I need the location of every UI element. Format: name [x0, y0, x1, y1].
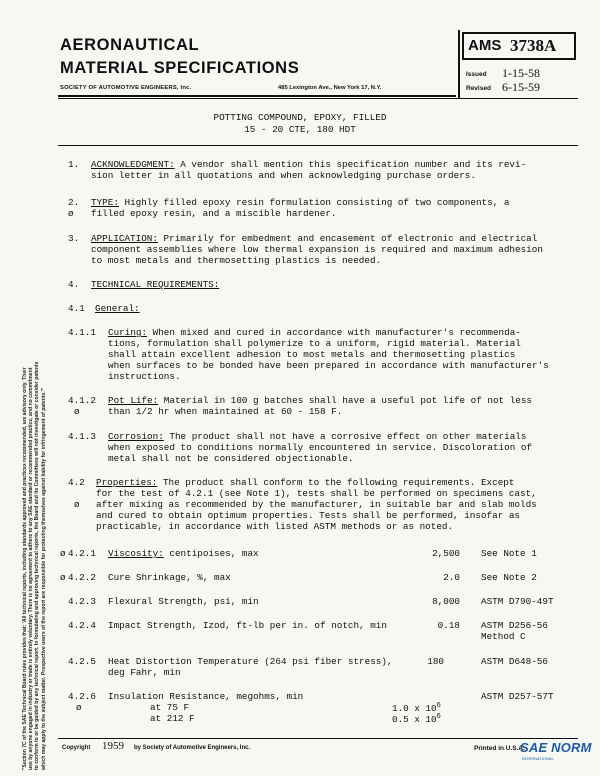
prop-method: ASTM D256-56	[481, 620, 548, 631]
prop-method: ASTM D648-56	[481, 656, 548, 667]
issued-date: 1-15-58	[502, 66, 540, 80]
section-heading: ACKNOWLEDGMENT:	[91, 159, 175, 170]
section-42-line5: practicable, in accordance with listed ASTM methods or as noted.	[96, 521, 454, 532]
prop-method: See Note 1	[481, 548, 537, 559]
disclaimer-line: use by anyone engaged in industry or trade is entirely voluntary. There is no agreement to adhere to any SAE standard or recommended practice, and no commitment	[28, 367, 35, 770]
section-4-heading: TECHNICAL REQUIREMENTS:	[91, 279, 220, 290]
section-411-number: 4.1.1	[68, 327, 96, 338]
disclaimer-line: which may apply to the subject matter. Prospective users of the report are responsible for protecting themselves against liability for infringement of patents.'"	[40, 387, 47, 770]
section-41-number: 4.1	[68, 303, 85, 314]
section-1-number: 1.	[68, 159, 80, 170]
header-title-line1: AERONAUTICAL	[60, 36, 200, 54]
prop-value: 180	[427, 656, 444, 667]
doc-title-line2: 15 - 20 CTE, 180 HDT	[244, 124, 356, 135]
section-text: When mixed and cured in accordance with manufacturer's recommenda-	[147, 327, 521, 338]
section-411-line4: when surfaces to be bonded have been prepared in accordance with manufacturer's	[108, 360, 549, 371]
section-heading: Pot Life:	[108, 395, 159, 406]
section-411-line5: instructions.	[108, 371, 181, 382]
footer-year: 1959	[102, 740, 124, 752]
footer-rule	[58, 738, 578, 739]
revised-label: Revised	[466, 85, 491, 92]
header-title-line2: MATERIAL SPECIFICATIONS	[60, 59, 300, 77]
section-heading: TYPE:	[91, 197, 119, 208]
section-412-number: 4.1.2	[68, 395, 96, 406]
header-bottom-rule	[58, 98, 578, 99]
prop-method-sub: Method C	[481, 631, 526, 642]
section-411-line3: shall attain excellent adhesion to most metals and thermosetting plastics	[108, 349, 516, 360]
prop-sub-value-base: 0.5 x 10	[392, 714, 437, 726]
prop-number: 4.2.1	[68, 548, 96, 559]
prop-mark: ø	[60, 572, 66, 583]
header-address: 485 Lexington Ave., New York 17, N.Y.	[278, 85, 382, 91]
section-3-text	[91, 233, 537, 244]
section-3-number: 3.	[68, 233, 80, 244]
section-42-number: 4.2	[68, 477, 85, 488]
section-heading: Corrosion:	[108, 431, 164, 442]
footer-printed: Printed in U.S.A.	[474, 745, 525, 752]
revised-date: 6-15-59	[502, 80, 540, 94]
section-text: A vendor shall mention this specification number and its revi-	[174, 159, 527, 170]
prop-method: See Note 2	[481, 572, 537, 583]
prop-sub-label: at 212 F	[150, 713, 195, 724]
disclaimer-line: to conform to or be guided by any technical report. In formulating and approving technical reports, the Board and its Committees will not investigate or consider patents	[34, 361, 41, 770]
sae-norm-logo-sub: INTERNATIONAL	[522, 756, 554, 761]
revision-mark: ø	[68, 208, 74, 219]
section-413-line3: metal shall not be considered objectionable.	[108, 453, 354, 464]
revision-mark: ø	[74, 499, 80, 510]
header-rule	[58, 95, 456, 97]
prop-value: 8,000	[432, 596, 460, 607]
ams-number-box	[462, 32, 576, 60]
section-heading: APPLICATION:	[91, 233, 158, 244]
section-heading: Curing:	[108, 327, 148, 338]
prop-desc-line2: deg Fahr, min	[108, 667, 181, 678]
prop-number: 4.2.4	[68, 620, 96, 631]
section-412-text	[108, 395, 532, 406]
section-3-line2: component assemblies where low thermal expansion is required and maximum adhesion	[91, 244, 543, 255]
header-society: SOCIETY OF AUTOMOTIVE ENGINEERS, Inc.	[60, 85, 192, 91]
prop-desc	[108, 548, 259, 559]
prop-desc: Heat Distortion Temperature (264 psi fiber stress),	[108, 656, 393, 667]
section-42-text	[96, 477, 514, 488]
ams-prefix: AMS	[468, 37, 502, 54]
section-41-heading: General:	[95, 303, 140, 314]
prop-desc: Impact Strength, Izod, ft-lb per in. of notch, min	[108, 620, 387, 631]
section-heading: Properties:	[96, 477, 158, 488]
prop-number: 4.2.3	[68, 596, 96, 607]
prop-number: 4.2.6	[68, 691, 96, 702]
section-text: The product shall conform to the following requirements. Except	[157, 477, 515, 488]
section-42-line2: for the test of 4.2.1 (see Note 1), tests shall be performed on specimens cast,	[96, 488, 537, 499]
prop-desc-text: centipoises, max	[163, 548, 259, 559]
prop-name: Viscosity:	[108, 548, 164, 559]
section-text: Primarily for embedment and encasement of electronic and electrical	[157, 233, 538, 244]
sae-norm-logo: SAE NORM	[520, 740, 592, 755]
ams-number: 3738A	[510, 36, 557, 55]
section-42-line3: after mixing as recommended by the manufacturer, in suitable bar and slab molds	[96, 499, 537, 510]
section-4-number: 4.	[68, 279, 80, 290]
prop-value: 0.18	[437, 620, 460, 631]
prop-sub-value	[392, 713, 441, 725]
prop-method: ASTM D790-49T	[481, 596, 554, 607]
prop-sub-label: at 75 F	[150, 702, 190, 713]
disclaimer-line: "Section 7C of the SAE Technical Board rules provides that: 'All technical reports, including standards approved and practices recommended, are advisory only. Their	[22, 367, 28, 770]
prop-sub-mark: ø	[76, 702, 82, 713]
prop-number: 4.2.2	[68, 572, 96, 583]
section-text: Material in 100 g batches shall have a useful pot life of not less	[158, 395, 533, 406]
prop-desc: Insulation Resistance, megohms, min	[108, 691, 304, 702]
section-text: The product shall not have a corrosive effect on other materials	[163, 431, 527, 442]
prop-sub-value-exp: 6	[436, 702, 441, 710]
prop-value: 2,500	[432, 548, 460, 559]
section-413-number: 4.1.3	[68, 431, 96, 442]
section-2-line2: filled epoxy resin, and a miscible hardener.	[91, 208, 337, 219]
prop-sub-value-base: 1.0 x 10	[392, 703, 437, 715]
footer-by: by Society of Automotive Engineers, Inc.	[134, 745, 251, 751]
section-3-line3: to most metals and thermosetting plastics is needed.	[91, 255, 382, 266]
section-411-line2: tions, formulation shall polymerize to a uniform, rigid material. Material	[108, 338, 521, 349]
prop-value: 2.0	[443, 572, 460, 583]
prop-mark: ø	[60, 548, 66, 559]
title-rule	[58, 145, 578, 146]
prop-desc: Flexural Strength, psi, min	[108, 596, 259, 607]
section-411-text	[108, 327, 521, 338]
revision-mark: ø	[74, 406, 80, 417]
section-412-line2: than 1/2 hr when maintained at 60 - 158 F.	[108, 406, 343, 417]
prop-sub-value-exp: 6	[436, 713, 441, 721]
section-42-line4: and cured to obtain optimum properties. Tests shall be performed, insofar as	[96, 510, 521, 521]
section-text: Highly filled epoxy resin formulation consisting of two components, a	[118, 197, 510, 208]
prop-desc: Cure Shrinkage, %, max	[108, 572, 231, 583]
section-2-text	[91, 197, 509, 208]
section-2-number: 2.	[68, 197, 80, 208]
section-1-text	[91, 159, 526, 170]
prop-number: 4.2.5	[68, 656, 96, 667]
doc-title-line1: POTTING COMPOUND, EPOXY, FILLED	[213, 112, 387, 123]
issued-label: Issued	[466, 71, 487, 78]
section-1-line2: sion letter in all quotations and when acknowledging purchase orders.	[91, 170, 476, 181]
prop-method: ASTM D257-57T	[481, 691, 554, 702]
section-413-text	[108, 431, 526, 442]
section-413-line2: when exposed to conditions normally encountered in service. Discoloration of	[108, 442, 533, 453]
footer-copyright: Copyright	[62, 745, 91, 751]
header-divider	[458, 30, 460, 98]
